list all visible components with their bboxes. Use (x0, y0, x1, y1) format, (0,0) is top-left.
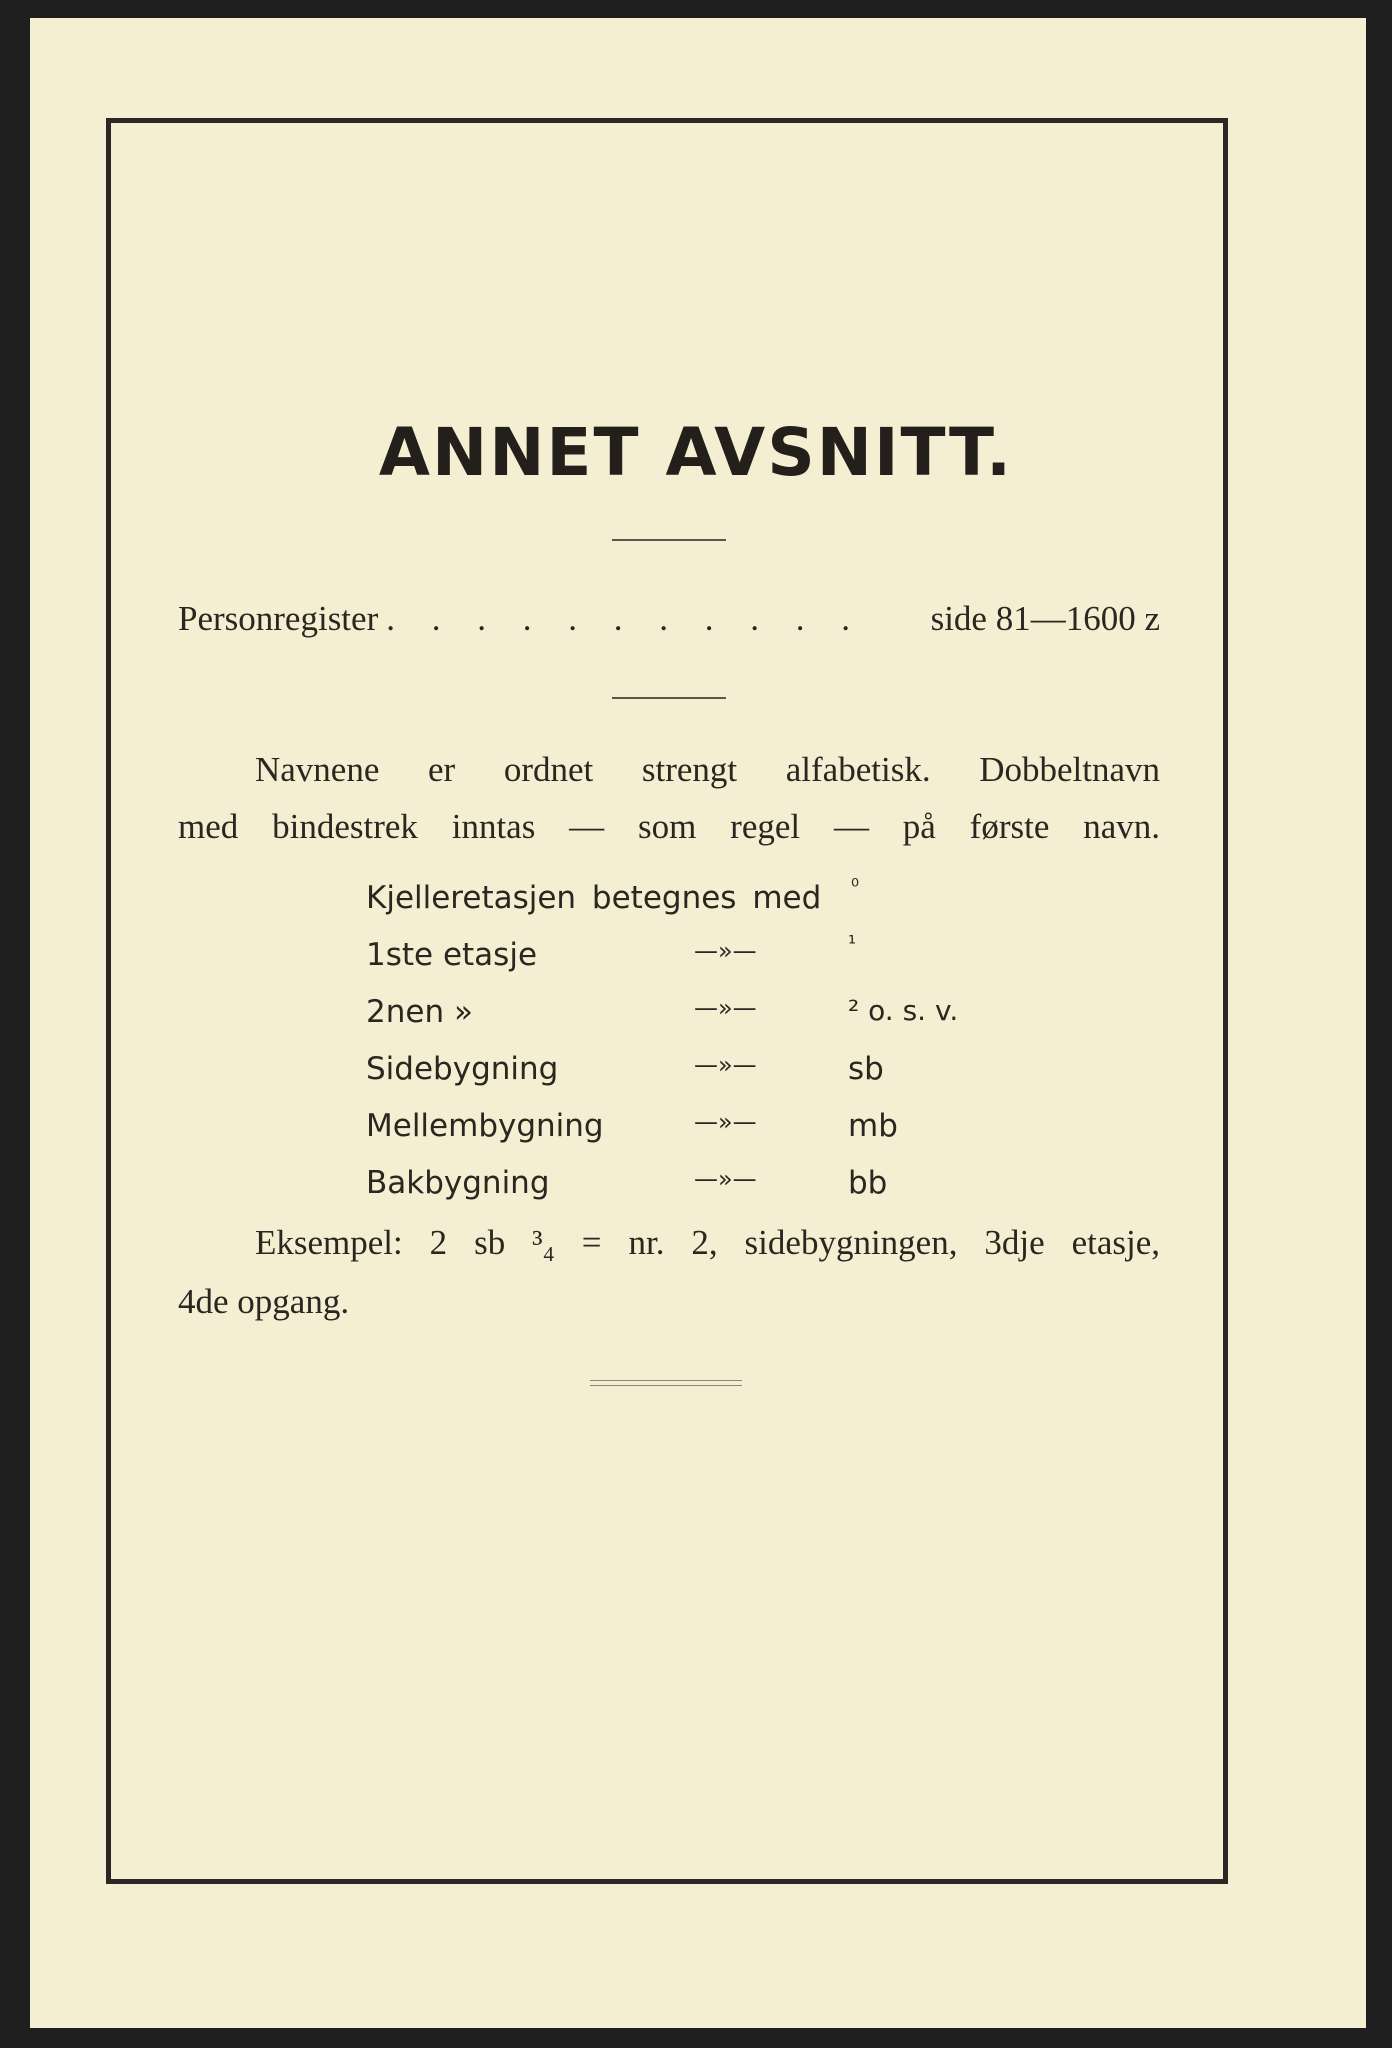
legend-row-abbr: sb (848, 1051, 884, 1087)
example-line-1: Eksempel: 2 sb ³₄ = nr. 2, sidebygningen, 3dje etasje, (255, 1223, 1160, 1262)
example-line-2: 4de opgang. (178, 1282, 350, 1321)
intro-line-1: Navnene er ordnet strengt alfabetisk. Dobbeltnavn (255, 750, 1160, 789)
legend-row-abbr: ¹ (848, 931, 857, 955)
legend-row-abbr: ² o. s. v. (848, 994, 959, 1027)
legend-row-abbr: bb (848, 1165, 888, 1201)
legend-intro-label: Kjelleretasjen betegnes med (366, 880, 822, 916)
page-border-frame (106, 118, 1228, 1884)
legend-row-ditto: —»— (694, 1051, 757, 1079)
intro-line-2: med bindestrek inntas — som regel — på første navn. (178, 807, 1160, 846)
legend-row-label: Bakbygning (366, 1165, 550, 1201)
legend-intro-mark: ⁰ (851, 874, 860, 898)
divider-middle (612, 697, 726, 699)
legend-row-ditto: —»— (694, 937, 757, 965)
toc-label: Personregister (178, 599, 379, 638)
closing-double-rule (590, 1380, 742, 1386)
legend-row-ditto: —»— (694, 1108, 757, 1136)
toc-page-range: side 81—1600 z (930, 599, 1160, 638)
toc-leader-dots: . . . . . . . . . . . (386, 599, 864, 638)
legend-row-label: 1ste etasje (366, 937, 538, 973)
legend-row-ditto: —»— (694, 994, 757, 1022)
legend-row-label: Sidebygning (366, 1051, 559, 1087)
legend-row-abbr: mb (848, 1108, 898, 1144)
toc-entry-personregister (178, 599, 1160, 639)
legend-row-ditto: —»— (694, 1165, 757, 1193)
legend-row-label: 2nen » (366, 994, 473, 1030)
divider-top (612, 539, 726, 541)
section-title: ANNET AVSNITT. (378, 414, 1014, 491)
legend-row-label: Mellembygning (366, 1108, 604, 1144)
